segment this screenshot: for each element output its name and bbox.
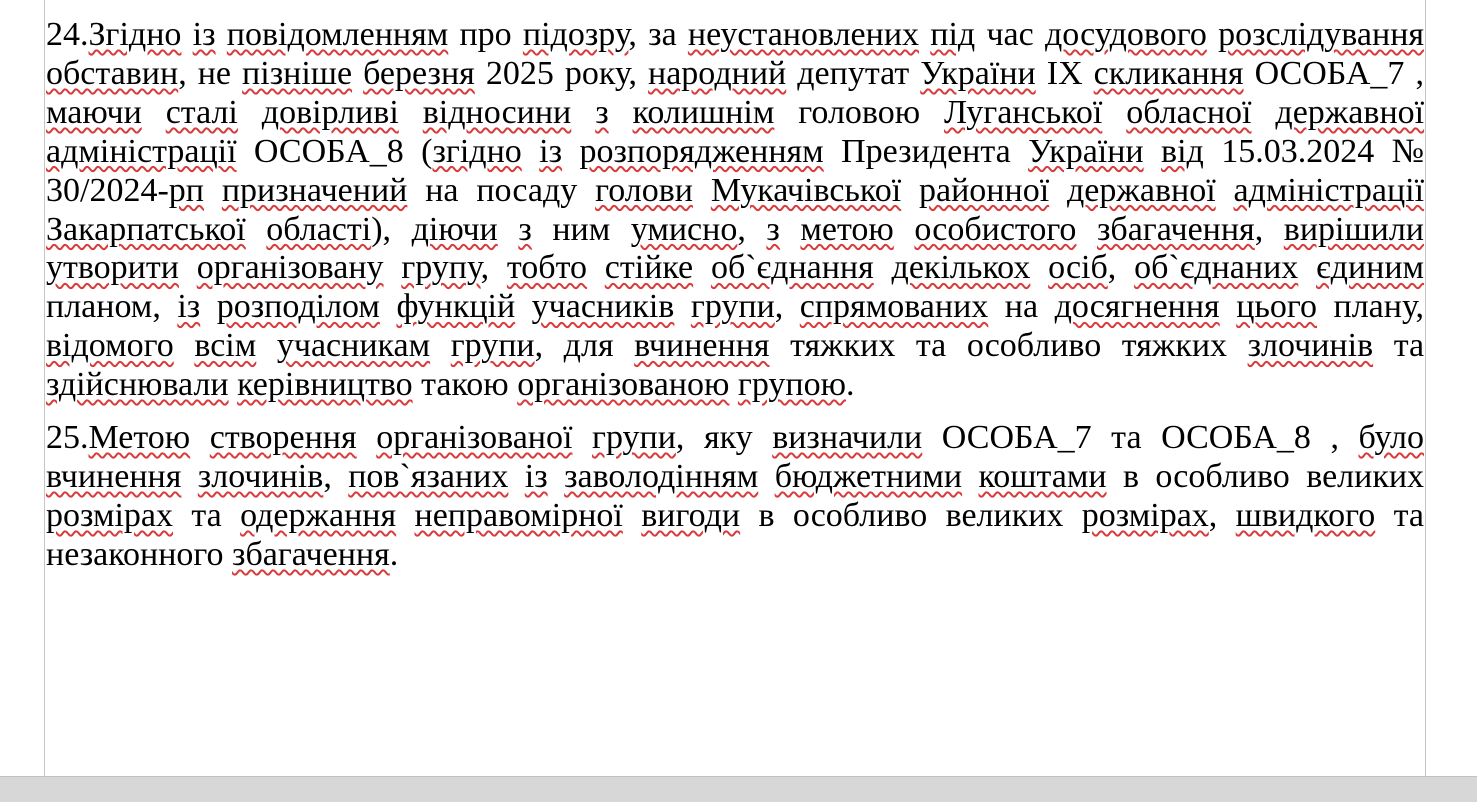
text-run (399, 94, 423, 131)
text-run: на (988, 288, 1055, 326)
spellcheck-flagged-word: розмірах (1081, 496, 1209, 534)
spellcheck-flagged-word: колишнім (632, 93, 775, 131)
spellcheck-flagged-word: адміністрації (46, 132, 237, 170)
text-run: , не (178, 54, 243, 92)
spellcheck-flagged-word: єдиним (1316, 249, 1425, 287)
text-run (572, 419, 592, 456)
text-run: тяжких та особливо тяжких (769, 327, 1248, 365)
text-run (623, 497, 641, 534)
text-run (901, 172, 919, 209)
spellcheck-flagged-word: досудового (1044, 16, 1207, 53)
text-run (693, 172, 711, 209)
spellcheck-flagged-word: збагачення (232, 535, 390, 573)
spellcheck-flagged-word: неустановлених (687, 16, 920, 53)
spellcheck-flagged-word: визначили (772, 419, 923, 457)
spellcheck-flagged-word: групою (737, 366, 846, 404)
spellcheck-flagged-word: відомого (46, 327, 174, 365)
text-run (1216, 172, 1234, 209)
spellcheck-flagged-word: заволодінням (564, 457, 759, 495)
spellcheck-flagged-word: Закарпатської (46, 210, 246, 248)
text-run: час (975, 16, 1045, 53)
spellcheck-flagged-word: із (192, 16, 216, 53)
spellcheck-flagged-word: вигоди (641, 496, 741, 534)
spellcheck-flagged-word: вчинення (634, 327, 770, 365)
spellcheck-flagged-word: під (930, 16, 976, 53)
spellcheck-flagged-word: з (766, 210, 780, 248)
spellcheck-flagged-word: обставин (46, 54, 179, 92)
spellcheck-flagged-word: організованою (517, 366, 730, 404)
text-run: ), (371, 210, 412, 248)
spellcheck-flagged-word: групи (592, 419, 676, 457)
text-run (396, 497, 414, 534)
text-run (246, 211, 267, 248)
spellcheck-flagged-word: метою (800, 210, 894, 248)
text-run: , (737, 210, 767, 248)
text-run (142, 94, 166, 131)
text-run: на посаду (407, 171, 596, 209)
spellcheck-flagged-word: діючи (411, 210, 498, 248)
text-run: ОСОБА_7 , (1243, 54, 1424, 92)
text-run: та (173, 496, 241, 534)
spellcheck-flagged-word: області (266, 210, 372, 248)
text-run (780, 211, 801, 248)
text-run: та (1373, 327, 1425, 365)
text-run: такою (412, 366, 518, 404)
spellcheck-flagged-word: учасників (531, 288, 675, 326)
spellcheck-flagged-word: осіб (1048, 249, 1108, 287)
text-run (380, 288, 397, 325)
spellcheck-flagged-word: районної (919, 171, 1050, 209)
text-run: 15.03.2024 № 30/2024- (46, 132, 1425, 209)
text-run (1076, 211, 1097, 248)
text-run: ІХ (1035, 54, 1094, 92)
text-run: . (846, 366, 855, 404)
spellcheck-flagged-word: із (539, 132, 563, 170)
spellcheck-flagged-word: неправомірної (414, 496, 623, 534)
spellcheck-flagged-word: адміністрації (1233, 171, 1425, 209)
spellcheck-flagged-word: рп (168, 171, 204, 209)
text-run: , для (534, 327, 635, 365)
spellcheck-flagged-word: бюджетними (774, 457, 963, 495)
spellcheck-flagged-word: спрямованих (799, 288, 989, 326)
text-run: ОСОБА_8 ( (236, 132, 433, 170)
spellcheck-flagged-word: скликання (1093, 54, 1244, 92)
spellcheck-flagged-word: відносини (422, 93, 572, 131)
spellcheck-flagged-word: керівництво (237, 366, 413, 404)
text-run: ним (531, 210, 631, 248)
spellcheck-flagged-word: одержання (240, 496, 397, 534)
spellcheck-flagged-word: здійснювали (46, 366, 229, 404)
text-run (562, 133, 579, 170)
spellcheck-flagged-word: із (524, 457, 548, 495)
spellcheck-flagged-word: швидкого (1235, 496, 1376, 534)
spellcheck-flagged-word: розмірах (46, 496, 174, 534)
text-run: , (774, 288, 800, 326)
text-run: в особливо великих (1106, 457, 1425, 495)
text-run (216, 16, 227, 53)
spellcheck-flagged-word: розпорядженням (579, 132, 824, 170)
spellcheck-flagged-word: маючи (46, 93, 142, 131)
document-body[interactable] (46, 16, 1424, 589)
text-run: . (389, 535, 399, 573)
text-run (1220, 288, 1237, 325)
text-run (357, 419, 377, 456)
spellcheck-flagged-word: всім (194, 327, 257, 365)
text-run (508, 458, 524, 495)
spellcheck-flagged-word: учасникам (276, 327, 431, 365)
text-run (238, 94, 262, 131)
spellcheck-flagged-word: збагачення (1096, 210, 1255, 248)
spellcheck-flagged-word: України (1028, 132, 1144, 170)
text-run (1298, 249, 1316, 286)
text-run (384, 249, 402, 286)
text-run (522, 133, 539, 170)
text-run: , (1254, 210, 1284, 248)
spellcheck-flagged-word: довірливі (261, 93, 399, 131)
paragraph-24[interactable] (46, 16, 1424, 405)
spellcheck-flagged-word: тобто (506, 249, 588, 287)
text-run (174, 327, 195, 364)
text-run: , яку (675, 419, 773, 457)
spellcheck-flagged-word: досягнення (1054, 288, 1220, 326)
text-run: плану, (1317, 288, 1425, 326)
spellcheck-flagged-word: згідно (432, 132, 522, 170)
spellcheck-flagged-word: сталі (165, 93, 238, 131)
document-page[interactable] (44, 0, 1426, 776)
text-run (609, 94, 633, 131)
text-run: 25. (46, 419, 89, 457)
text-run (693, 249, 711, 286)
text-run: та незаконного (46, 496, 1425, 573)
text-run (1207, 16, 1218, 53)
spellcheck-flagged-word: вчинення (46, 457, 182, 495)
spellcheck-flagged-word: розподілом (216, 288, 380, 326)
text-run (181, 16, 192, 53)
spellcheck-flagged-word: обласної (1126, 93, 1252, 131)
text-run (190, 419, 210, 456)
spellcheck-flagged-word: підозру (522, 16, 629, 53)
spellcheck-flagged-word: народний (648, 54, 787, 92)
horizontal-scrollbar-track[interactable] (0, 776, 1477, 802)
spellcheck-flagged-word: Луганської (944, 93, 1103, 131)
spellcheck-flagged-word: умисно (630, 210, 738, 248)
spellcheck-flagged-word: функцій (396, 288, 516, 326)
text-run (729, 366, 738, 403)
text-run (1144, 133, 1161, 170)
text-run (587, 249, 605, 286)
text-run: головою (774, 93, 945, 131)
spellcheck-flagged-word: цього (1236, 288, 1318, 326)
text-run: ОСОБА_7 та ОСОБА_8 , (922, 419, 1359, 457)
spellcheck-flagged-word: з (518, 210, 532, 248)
spellcheck-flagged-word: державної (1275, 93, 1425, 131)
text-run: 24. (46, 16, 89, 53)
spellcheck-flagged-word: пізніше (242, 54, 353, 92)
spellcheck-flagged-word: групи (690, 288, 775, 326)
text-run (352, 55, 363, 92)
text-run (674, 288, 691, 325)
spellcheck-flagged-word: було (1358, 419, 1425, 457)
spellcheck-flagged-word: Згідно (88, 16, 182, 53)
spellcheck-flagged-word: групу (401, 249, 481, 287)
text-run: 2025 року, (474, 54, 649, 92)
text-run (874, 249, 892, 286)
text-run: депутат (786, 54, 921, 92)
text-run (256, 327, 277, 364)
spellcheck-flagged-word: вирішили (1283, 210, 1424, 248)
spellcheck-flagged-word: стійке (604, 249, 694, 287)
spellcheck-flagged-word: об`єднання (710, 249, 874, 287)
spellcheck-flagged-word: призначений (221, 171, 408, 209)
spellcheck-flagged-word: організовану (196, 249, 384, 287)
paragraph-25[interactable] (46, 419, 1424, 575)
spellcheck-flagged-word: утворити (46, 249, 179, 287)
spellcheck-flagged-word: групи (450, 327, 535, 365)
spellcheck-flagged-word: від (1161, 132, 1204, 170)
spellcheck-flagged-word: України (920, 54, 1036, 92)
text-run (1252, 94, 1276, 131)
spellcheck-flagged-word: голови (595, 171, 693, 209)
spellcheck-flagged-word: повідомленням (226, 16, 449, 53)
text-run (515, 288, 532, 325)
text-run (229, 366, 238, 403)
text-run: , (323, 457, 349, 495)
text-run (204, 172, 222, 209)
spellcheck-flagged-word: Метою (88, 419, 191, 457)
text-run (548, 458, 564, 495)
text-run (498, 211, 519, 248)
text-run (179, 249, 197, 286)
spellcheck-flagged-word: об`єднаних (1134, 249, 1299, 287)
text-run (919, 16, 930, 53)
spellcheck-flagged-word: із (177, 288, 201, 326)
text-run (1102, 94, 1126, 131)
spellcheck-flagged-word: розслідування (1218, 16, 1425, 53)
text-run: , (1107, 249, 1135, 287)
spellcheck-flagged-word: декількох (891, 249, 1031, 287)
spellcheck-flagged-word: пов`язаних (348, 457, 509, 495)
spellcheck-flagged-word: створення (209, 419, 357, 457)
spellcheck-flagged-word: березня (363, 54, 475, 92)
spellcheck-flagged-word: особистого (914, 210, 1077, 248)
text-run (1049, 172, 1067, 209)
spellcheck-flagged-word: злочинів (1247, 327, 1374, 365)
spellcheck-flagged-word: коштами (978, 457, 1107, 495)
text-run (962, 458, 978, 495)
text-run (758, 458, 774, 495)
text-run: , (1208, 496, 1236, 534)
text-run (894, 211, 915, 248)
spellcheck-flagged-word: державної (1066, 171, 1216, 209)
text-run: про (448, 16, 523, 53)
text-run: планом, (46, 288, 178, 326)
spellcheck-flagged-word: Мукачівської (710, 171, 902, 209)
text-run (1030, 249, 1048, 286)
spellcheck-flagged-word: з (595, 93, 609, 131)
text-run (181, 458, 197, 495)
text-run (430, 327, 451, 364)
text-run: Президента (823, 132, 1029, 170)
spellcheck-flagged-word: злочинів (197, 457, 324, 495)
text-run (200, 288, 217, 325)
text-run (571, 94, 595, 131)
spellcheck-flagged-word: організованої (376, 419, 573, 457)
text-run: , за (628, 16, 688, 53)
text-run: в особливо великих (740, 496, 1082, 534)
text-run: , (480, 249, 507, 287)
